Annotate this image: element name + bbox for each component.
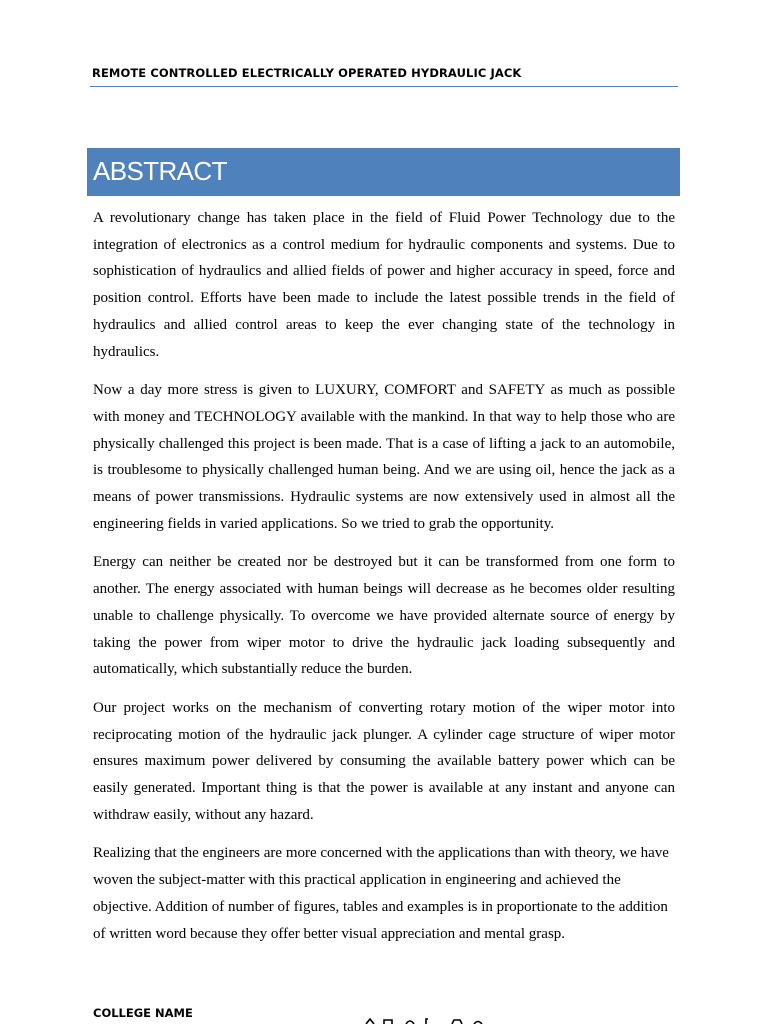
section-title-band — [87, 148, 680, 196]
running-header: REMOTE CONTROLLED ELECTRICALLY OPERATED HYDRAULIC JACK — [92, 66, 522, 80]
section-title: ABSTRACT — [93, 156, 227, 186]
abstract-paragraph: Realizing that the engineers are more concerned with the applications than with theory, we have woven the subject-matter with this practical application in engineering and achieved the objective. Addition of number of figures, tables and examples is in proportionate to the addition of written word because they offer better visual appreciation and mental grasp. — [93, 845, 669, 942]
footer-college-name: COLLEGE NAME — [93, 1006, 193, 1020]
abstract-paragraph: Our project works on the mechanism of converting rotary motion of the wiper motor into reciprocating motion of the hydraulic jack plunger. A cylinder cage structure of wiper motor ensures maximum power delivered by consuming the available battery power which can be easily generated. Important thing is that the power is available at any instant and anyone can withdraw easily, without any hazard. — [93, 699, 675, 823]
footer-decoration-icon — [362, 1018, 492, 1024]
abstract-paragraph: A revolutionary change has taken place in the field of Fluid Power Technology due to the integration of electronics as a control medium for hydraulic components and systems. Due to sophistication of hydraulics and allied fields of power and higher accuracy in speed, force and position control. Efforts have been made to include the latest possible trends in the field of hydraulics and allied control areas to keep the ever changing state of the technology in hydraulics. — [93, 210, 675, 360]
header-rule — [90, 86, 678, 87]
abstract-paragraph: Now a day more stress is given to LUXURY, COMFORT and SAFETY as much as possible with money and TECHNOLOGY available with the mankind. In that way to help those who are physically challenged this project is been made. That is a case of lifting a jack to an automobile, is troublesome to physically challenged human being. And we are using oil, hence the jack as a means of power transmissions. Hydraulic systems are now extensively used in almost all the engineering fields in varied applications. So we tried to grab the opportunity. — [93, 382, 675, 532]
abstract-paragraph: Energy can neither be created nor be destroyed but it can be transformed from one form to another. The energy associated with human beings will decrease as he becomes older resulting unable to challenge physically. To overcome we have provided alternate source of energy by taking the power from wiper motor to drive the hydraulic jack loading subsequently and automatically, which substantially reduce the burden. — [93, 554, 675, 678]
abstract-body — [93, 205, 675, 959]
